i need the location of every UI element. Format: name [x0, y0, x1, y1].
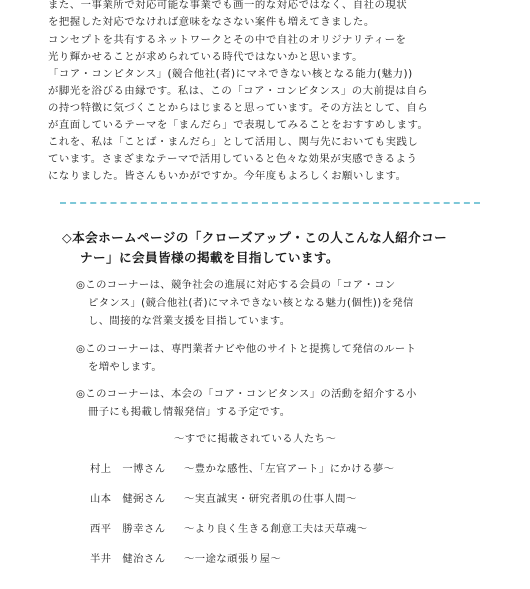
bullet-line: ◎このコーナーは、本会の「コア・コンピタンス」の活動を紹介する小 — [76, 388, 417, 400]
intro-paragraph-1 — [48, 0, 488, 31]
intro-paragraph-2 — [48, 32, 488, 66]
list-item — [90, 460, 394, 475]
text-line: これを、私は「ことば・まんだら」として活用し、関与先においても実践し — [48, 136, 419, 148]
bullet-item — [76, 276, 496, 330]
heading-line: ◇本会ホームページの「クローズアップ・この人こんな人紹介コー — [62, 230, 448, 245]
list-item — [90, 520, 368, 535]
bullet-line: ピタンス」(競合他社(者)にマネできない核となる魅力(個性))を発信 — [88, 297, 414, 309]
dashed-divider — [60, 202, 480, 204]
person-name: 村上 一博さん — [90, 463, 166, 475]
text-line: 「コア・コンピタンス」(競合他社(者)にマネできない核となる能力(魅力)) — [48, 68, 413, 80]
bullet-line: ◎このコーナーは、専門業者ナビや他のサイトと提携して発信のルート — [76, 343, 417, 355]
person-name: 半井 健治さん — [90, 553, 166, 565]
person-description: ～実直誠実・研究者肌の仕事人間～ — [184, 493, 357, 505]
intro-paragraph-3 — [48, 66, 488, 185]
text-line: を把握した対応でなければ意味をなさない案件も増えてきました。 — [48, 16, 375, 28]
text-line: が脚光を浴びる由縁です。私は、この「コア・コンピタンス」の大前提は自ら — [48, 85, 429, 97]
text-line: ています。さまざまなテーマで活用していると色々な効果が実感できるよう — [48, 153, 418, 165]
text-line: が直面しているテーマを「まんだら」で表現してみることをおすすめします。 — [48, 119, 429, 131]
bullet-item — [76, 340, 496, 376]
listed-people-title: ～すでに掲載されている人たち～ — [174, 433, 337, 445]
bullet-line: を増やします。 — [88, 361, 163, 373]
text-line: コンセプトを共有するネットワークとその中で自社のオリジナリティーを — [48, 34, 407, 46]
section-heading — [62, 228, 492, 268]
list-item — [90, 490, 357, 505]
bullet-line: し、間接的な営業支援を目指しています。 — [88, 315, 291, 327]
bullet-item — [76, 385, 496, 421]
text-line: になりました。皆さんもいかがですか。今年度もよろしくお願いします。 — [48, 170, 407, 182]
person-name: 山本 健弼さん — [90, 493, 166, 505]
heading-line: ナー」に会員皆様の掲載を目指しています。 — [80, 250, 339, 265]
text-line: 光り輝かせることが求められている時代ではないかと思います。 — [48, 51, 363, 63]
bullet-line: ◎このコーナーは、競争社会の進展に対応する会員の「コア・コン — [76, 279, 396, 291]
text-line: の持つ特徴に気づくことからはじまると思っています。その方法として、自ら — [48, 102, 429, 114]
person-name: 西平 勝幸さん — [90, 523, 166, 535]
bullet-line: 冊子にも掲載し情報発信」する予定です。 — [88, 406, 291, 418]
list-item — [90, 550, 281, 565]
person-description: ～一途な頑張り屋～ — [184, 553, 282, 565]
person-description: ～より良く生きる創意工夫は天草魂～ — [184, 523, 368, 535]
text-line: また、一事業所で対応可能な事業でも画一的な対応ではなく、自社の現状 — [48, 0, 408, 11]
person-description: ～豊かな感性、「左官アート」にかける夢～ — [184, 463, 395, 475]
